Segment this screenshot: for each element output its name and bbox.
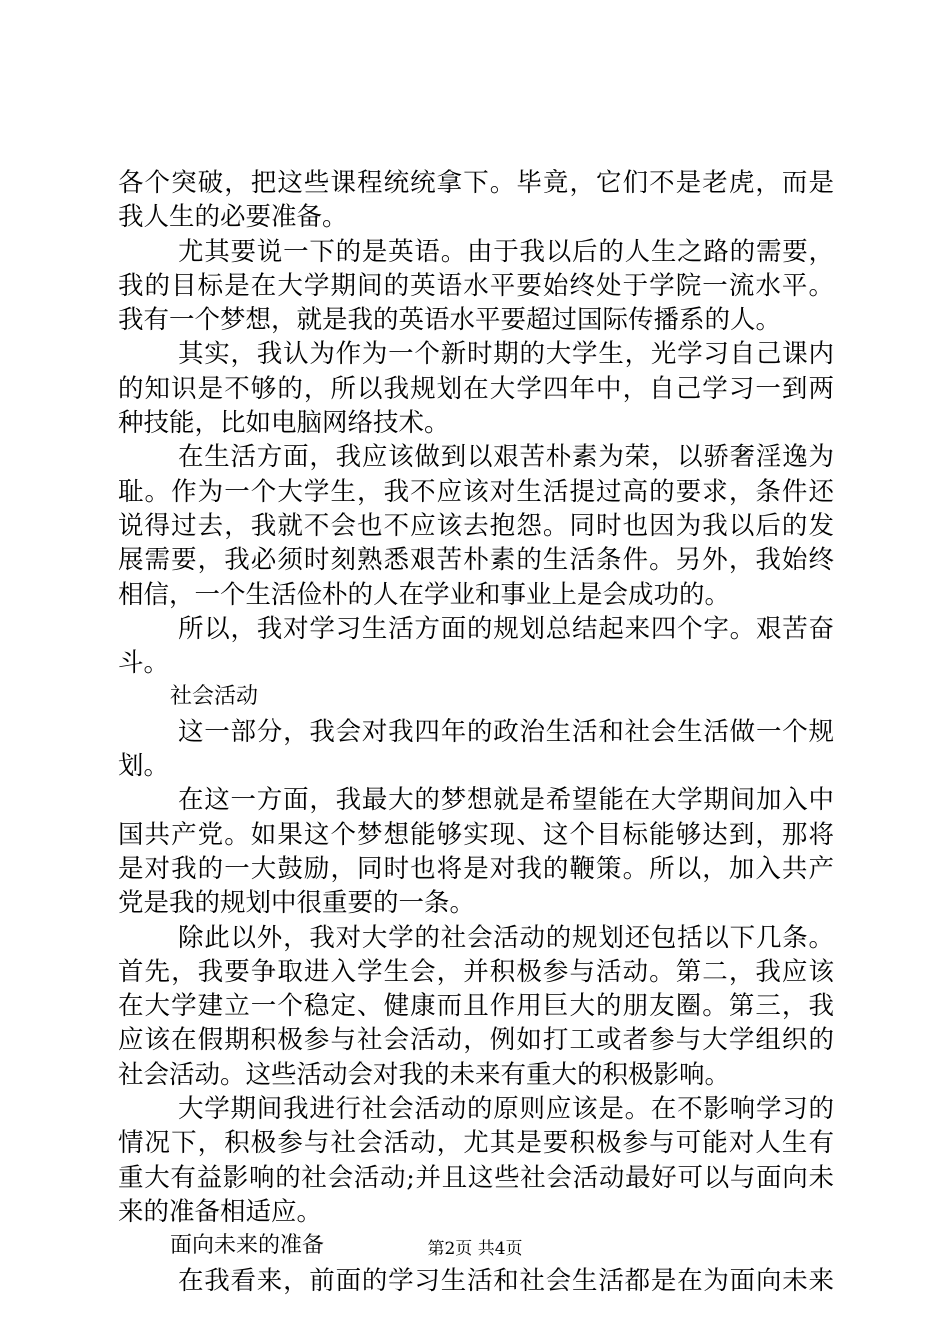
text-line: 相信，一个生活俭朴的人在学业和事业上是会成功的。 <box>118 579 731 610</box>
text-line: 说得过去，我就不会也不应该去抱怨。同时也因为我以后的发 <box>118 510 834 541</box>
text-line: 我有一个梦想，就是我的英语水平要超过国际传播系的人。 <box>118 305 782 336</box>
text-line: 其实，我认为作为一个新时期的大学生，光学习自己课内 <box>178 339 834 370</box>
text-line: 除此以外，我对大学的社会活动的规划还包括以下几条。 <box>178 922 834 953</box>
text-line: 在这一方面，我最大的梦想就是希望能在大学期间加入中 <box>178 785 834 816</box>
text-line: 大学期间我进行社会活动的原则应该是。在不影响学习的 <box>178 1094 834 1125</box>
text-line: 所以，我对学习生活方面的规划总结起来四个字。艰苦奋 <box>178 613 834 644</box>
text-line: 来的准备相适应。 <box>118 1196 323 1227</box>
text-line: 应该在假期积极参与社会活动，例如打工或者参与大学组织的 <box>118 1025 834 1056</box>
text-line: 斗。 <box>118 648 170 679</box>
text-line: 划。 <box>118 751 170 782</box>
page-footer: 第2页 共4页 <box>427 1239 523 1259</box>
text-line: 尤其要说一下的是英语。由于我以后的人生之路的需要， <box>178 236 834 267</box>
text-line: 在我看来，前面的学习生活和社会生活都是在为面向未来 <box>178 1265 834 1296</box>
section-heading: 面向未来的准备 <box>170 1233 325 1259</box>
text-line: 这一部分，我会对我四年的政治生活和社会生活做一个规 <box>178 716 834 747</box>
text-line: 党是我的规划中很重要的一条。 <box>118 888 476 919</box>
text-line: 的知识是不够的，所以我规划在大学四年中，自己学习一到两 <box>118 373 834 404</box>
text-line: 种技能，比如电脑网络技术。 <box>118 408 450 439</box>
text-line: 耻。作为一个大学生，我不应该对生活提过高的要求，条件还 <box>118 476 834 507</box>
text-line: 是对我的一大鼓励，同时也将是对我的鞭策。所以，加入共产 <box>118 853 834 884</box>
text-line: 各个突破，把这些课程统统拿下。毕竟，它们不是老虎，而是 <box>118 168 834 198</box>
text-line: 国共产党。如果这个梦想能够实现、这个目标能够达到，那将 <box>118 819 834 850</box>
text-line: 重大有益影响的社会活动;并且这些社会活动最好可以与面向未 <box>118 1162 834 1193</box>
text-line: 在大学建立一个稳定、健康而且作用巨大的朋友圈。第三，我 <box>118 991 834 1022</box>
text-line: 在生活方面，我应该做到以艰苦朴素为荣，以骄奢淫逸为 <box>178 442 834 473</box>
text-line: 我人生的必要准备。 <box>118 202 348 233</box>
text-line: 我的目标是在大学期间的英语水平要始终处于学院一流水平。 <box>118 270 834 301</box>
text-line: 展需要，我必须时刻熟悉艰苦朴素的生活条件。另外，我始终 <box>118 545 834 576</box>
document-body <box>118 166 834 1298</box>
text-line: 首先，我要争取进入学生会，并积极参与活动。第二，我应该 <box>118 956 834 987</box>
text-line: 情况下，积极参与社会活动，尤其是要积极参与可能对人生有 <box>118 1128 834 1159</box>
text-line: 社会活动。这些活动会对我的未来有重大的积极影响。 <box>118 1059 731 1090</box>
section-heading: 社会活动 <box>170 684 259 710</box>
